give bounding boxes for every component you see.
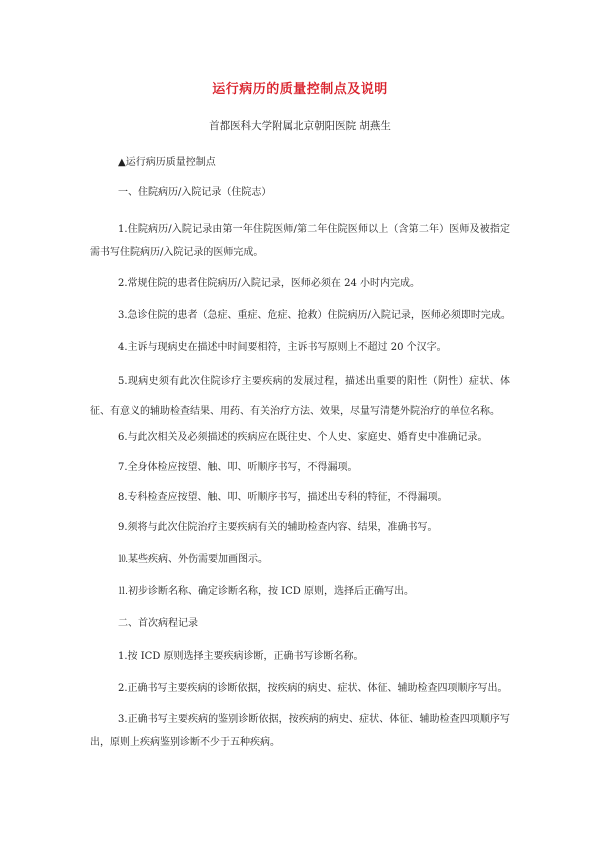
part2-item-1: 1.按 ICD 原则选择主要疾病诊断，正确书写诊断名称。 [118,651,364,662]
document-author: 首都医科大学附属北京朝阳医院 胡燕生 [209,120,391,132]
part1-item-7: 7.全身体检应按望、触、叩、听顺序书写，不得漏项。 [118,462,358,473]
part1-item-4: 4.主诉与现病史在描述中时间要相符，主诉书写原则上不超过 20 个汉字。 [118,342,447,353]
part1-item-5: 5.现病史须有此次住院诊疗主要疾病的发展过程，描述出重要的阳性（阴性）症状、体征、有意义的辅助检查结果、用药、有关治疗方法、效果，尽量写清楚外院治疗的单位名称。 [90,376,510,417]
part1-item-2: 2.常规住院的患者住院病历/入院记录，医师必须在 24 小时内完成。 [118,278,420,289]
part2-item-2: 2.正确书写主要疾病的诊断依据，按疾病的病史、症状、体征、辅助检查四项顺序写出。 [118,683,508,694]
part1-item-3: 3.急诊住院的患者（急症、重症、危症、抢救）住院病历/入院记录，医师必须即时完成。 [118,310,511,321]
part1-item-6: 6.与此次相关及必须描述的疾病应在既往史、个人史、家庭史、婚育史中准确记录。 [118,432,488,443]
part2-heading: 二、首次病程记录 [118,618,198,629]
document-title: 运行病历的质量控制点及说明 [212,82,388,97]
part1-item-8: 8.专科检查应按望、触、叩、听顺序书写，描述出专科的特征，不得漏项。 [118,492,448,503]
part1-item-9: 9.须将与此次住院治疗主要疾病有关的辅助检查内容、结果，准确书写。 [118,522,438,533]
part1-item-10: ⒑某些疾病、外伤需要加画图示。 [118,554,268,565]
section-heading: ▲运行病历质量控制点 [118,157,216,168]
part1-heading: 一、住院病历/入院记录（住院志） [118,187,272,198]
part1-item-11: ⒒初步诊断名称、确定诊断名称，按 ICD 原则，选择后正确写出。 [118,586,414,597]
part2-item-3: 3.正确书写主要疾病的鉴别诊断依据，按疾病的病史、症状、体征、辅助检查四项顺序写出，原则上疾病鉴别诊断不少于五种疾病。 [90,714,510,748]
part1-item-1: 1.住院病历/入院记录由第一年住院医师/第二年住院医师以上（含第二年）医师及被指定需书写住院病历/入院记录的医师完成。 [90,224,510,258]
